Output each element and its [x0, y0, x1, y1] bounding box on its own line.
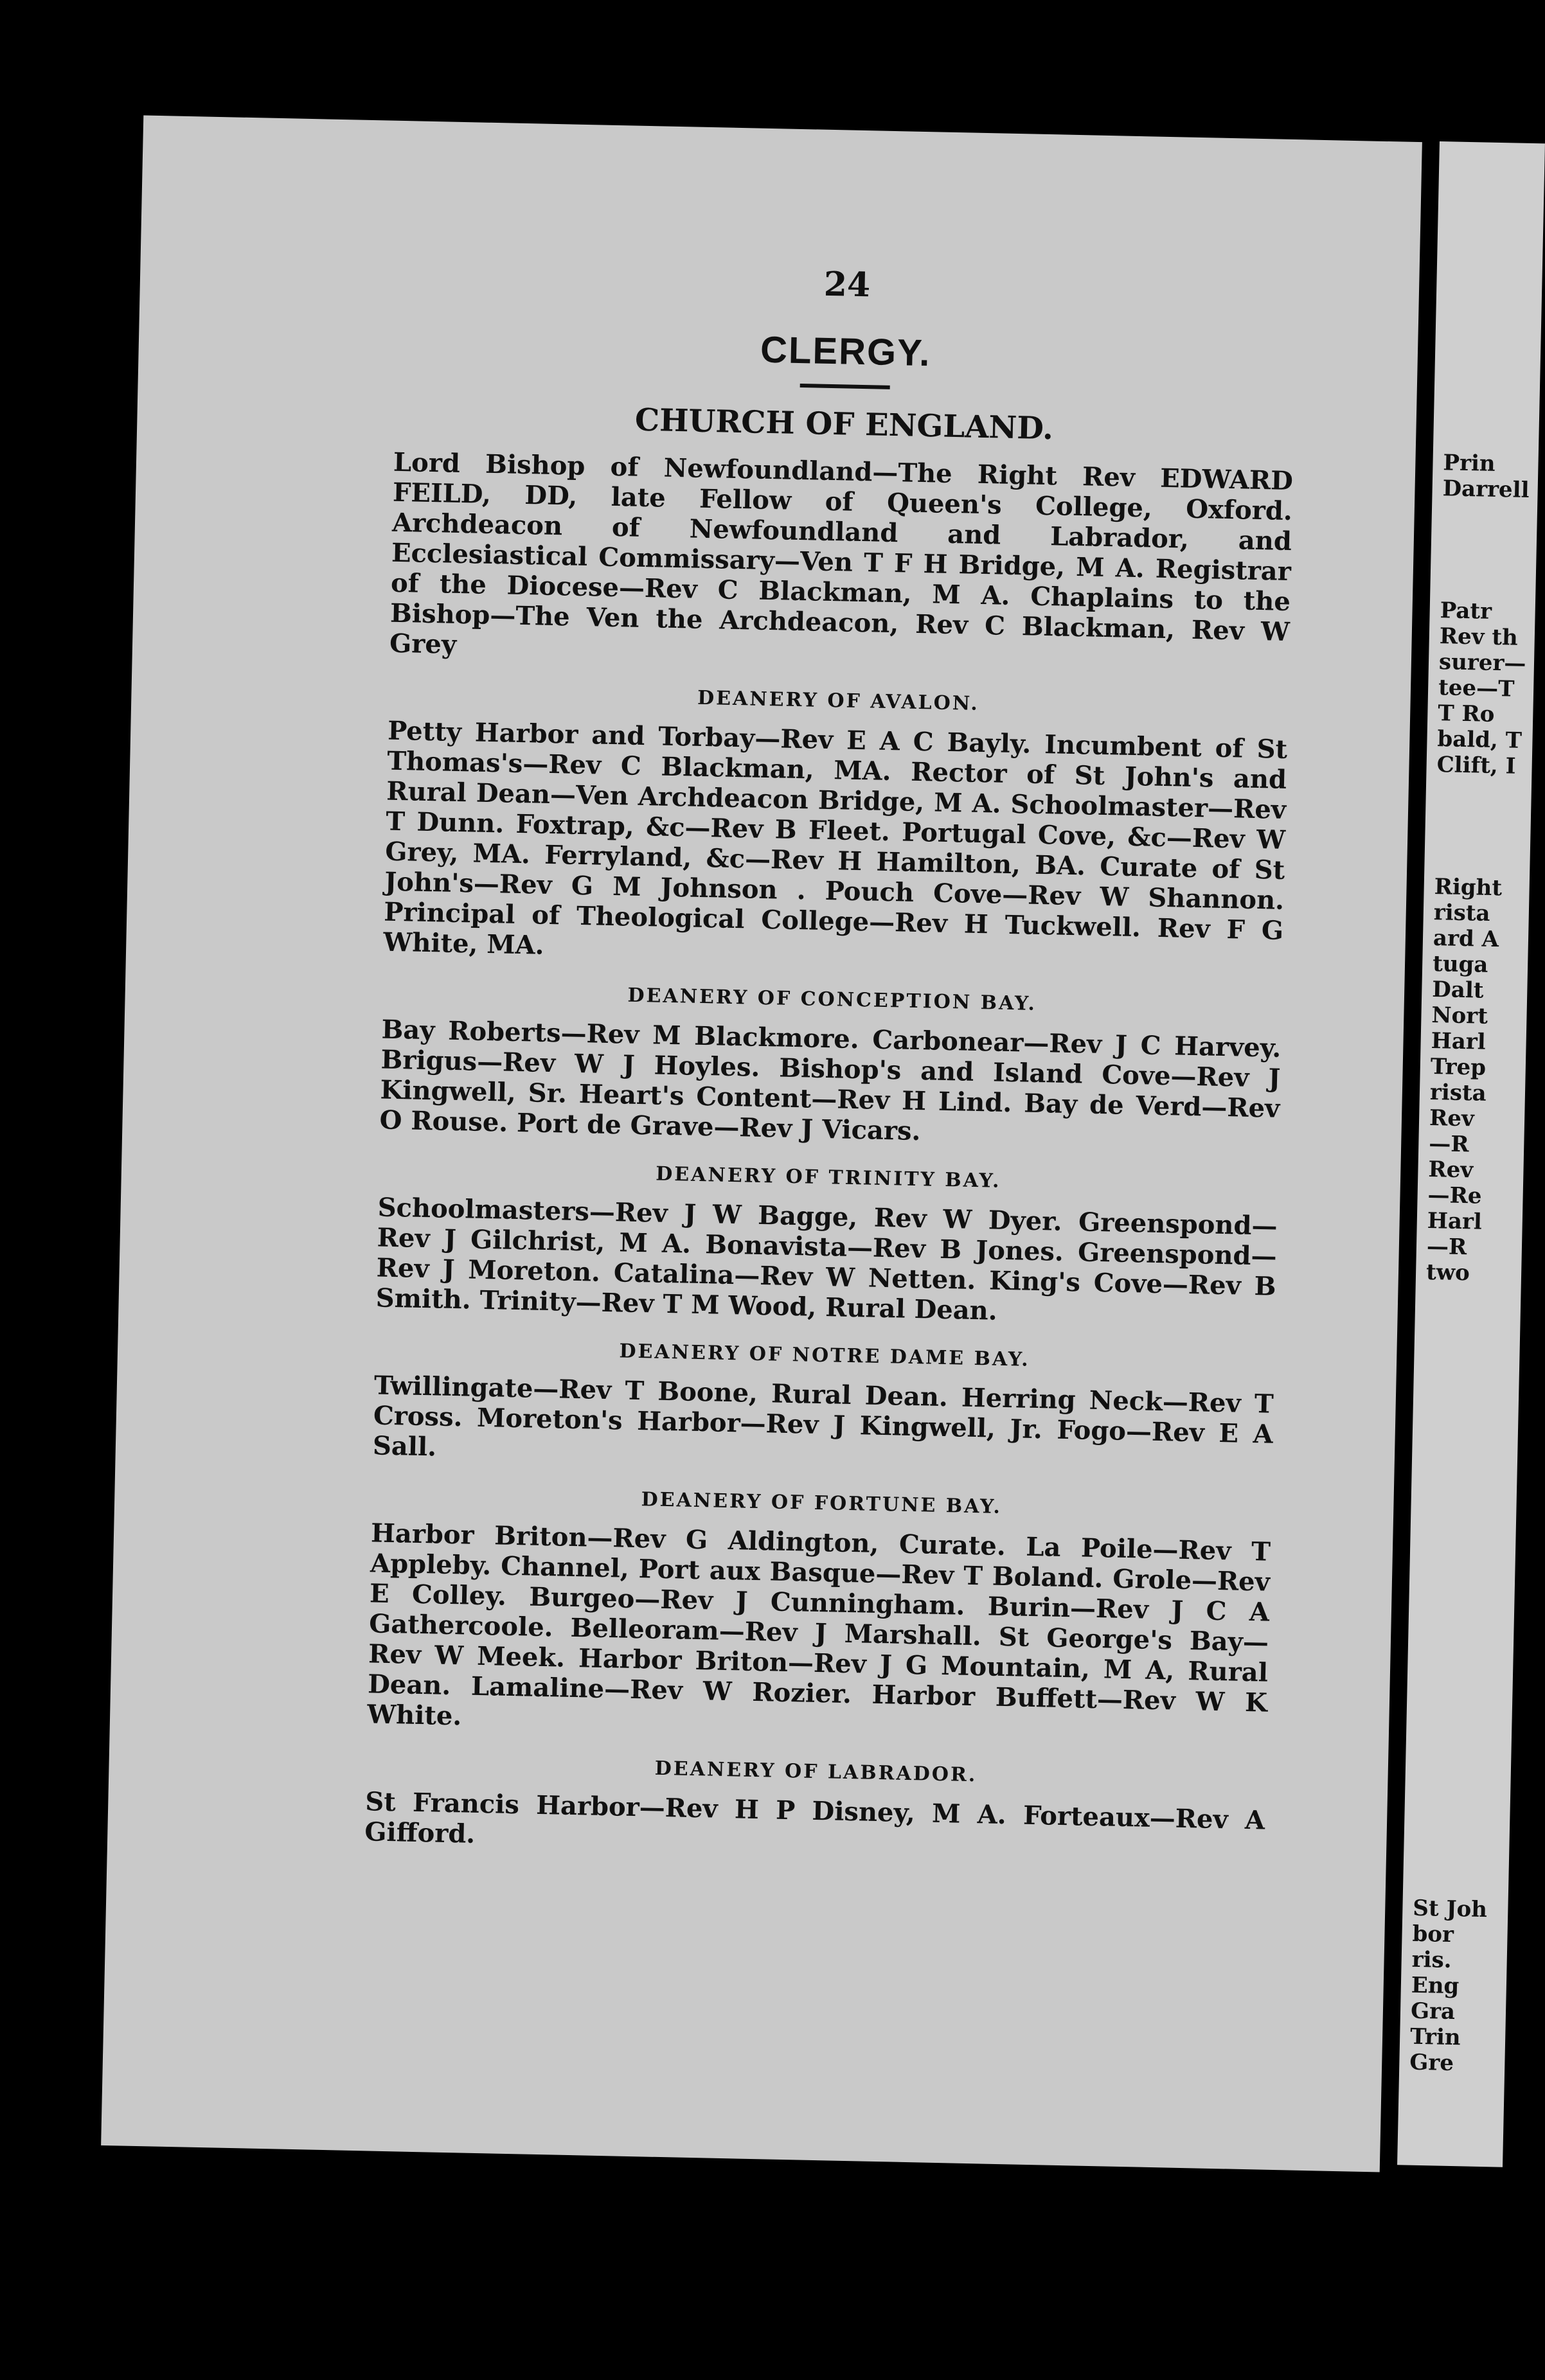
page-number: 24	[823, 264, 871, 305]
edge-fragment: —Re	[1427, 1182, 1482, 1209]
deanery-text-labrador: St Francis Harbor—Rev H P Disney, M A. Forteaux—Rev A Gifford.	[364, 1786, 1265, 1849]
edge-fragment: T Ro	[1437, 700, 1495, 727]
edge-fragment: Eng	[1411, 1972, 1460, 2000]
edge-fragment: Trin	[1409, 2023, 1461, 2051]
deanery-text-avalon: Petty Harbor and Torbay—Rev E A C Bayly. Incumbent of St Thomas's—Rev C Blackman, MA. Rector of St John's and Rural Dean—Ven Archdeacon Bridge, M A. Schoolmaster—Rev T Dunn. Foxtrap, &c—Rev B Fleet. Portugal Cove, &c—Rev W Grey, MA. Ferryland, &c—Rev H Hamilton, BA. Curate of St John's—Rev G M Johnson . Pouch Cove—Rev W Shannon. Principal of Theological College—Rev H Tuckwell. Rev F G White, MA.	[382, 715, 1288, 961]
page-content	[364, 249, 1298, 1866]
deanery-text-fortune-bay: Harbor Briton—Rev G Aldington, Curate. La Poile—Rev T Appleby. Channel, Port aux Basque—Rev T Boland. Grole—Rev E Colley. Burgeo—Rev J Cunningham. Burin—Rev J C A Gathercoole. Belleoram—Rev J Marshall. St George's Bay—Rev W Meek. Harbor Briton—Rev J G Mountain, M A, Rural Dean. Lamaline—Rev W Rozier. Harbor Buffett—Rev W K White.	[366, 1518, 1271, 1732]
edge-fragment: Patr	[1440, 598, 1492, 625]
edge-fragment: tee—T	[1438, 675, 1515, 702]
deanery-heading-notre-dame-bay: DEANERY OF NOTRE DAME BAY.	[619, 1340, 1031, 1371]
edge-fragment: Gre	[1409, 2049, 1454, 2077]
edge-fragment: tuga	[1432, 951, 1488, 978]
edge-fragment: St Joh	[1412, 1895, 1488, 1923]
edge-fragment: Prin	[1443, 450, 1496, 477]
edge-fragment: Clift, I	[1436, 752, 1516, 779]
deanery-text-conception-bay: Bay Roberts—Rev M Blackmore. Carbonear—Rev J C Harvey. Brigus—Rev W J Hoyles. Bishop's and Island Cove—Rev J Kingwell, Sr. Heart's Content—Rev H Lind. Bay de Verd—Rev O Rouse. Port de Grave—Rev J Vicars.	[379, 1014, 1282, 1147]
edge-fragment: rista	[1433, 900, 1490, 927]
title-rule	[800, 384, 890, 389]
deanery-heading-fortune-bay: DEANERY OF FORTUNE BAY.	[641, 1488, 1003, 1518]
deanery-heading-trinity-bay: DEANERY OF TRINITY BAY.	[655, 1162, 1001, 1193]
facing-page-edge	[1397, 141, 1545, 2167]
edge-fragment: Harl	[1431, 1028, 1487, 1055]
edge-fragment: Darrell	[1442, 475, 1530, 504]
deanery-heading-avalon: DEANERY OF AVALON.	[697, 686, 980, 715]
edge-fragment: Rev th	[1439, 623, 1519, 651]
edge-fragment: Trep	[1430, 1054, 1487, 1081]
edge-fragment: ris.	[1411, 1946, 1452, 1974]
section-title: CHURCH OF ENGLAND.	[634, 402, 1054, 447]
edge-fragment: Gra	[1410, 1998, 1456, 2025]
deanery-text-notre-dame-bay: Twillingate—Rev T Boone, Rural Dean. Herring Neck—Rev T Cross. Moreton's Harbor—Rev J Kingwell, Jr. Fogo—Rev E A Sall.	[372, 1370, 1274, 1462]
edge-fragment: bor	[1412, 1921, 1454, 1948]
deanery-heading-labrador: DEANERY OF LABRADOR.	[654, 1757, 978, 1787]
intro-paragraph: Lord Bishop of Newfoundland—The Right Rev EDWARD FEILD, DD, late Fellow of Queen's College, Oxford. Archdeacon of Newfoundland and Labrador, and Ecclesiastical Commissary—Ven T F H Bridge, M A. Registrar of the Diocese—Rev C Blackman, M A. Chaplains to the Bishop—The Ven the Archdeacon, Rev C Blackman, Rev W Grey	[389, 447, 1294, 660]
edge-fragment: ard A	[1433, 925, 1499, 953]
deanery-text-trinity-bay: Schoolmasters—Rev J W Bagge, Rev W Dyer. Greenspond—Rev J Gilchrist, M A. Bonavista—Rev B Jones. Greenspond—Rev J Moreton. Catalina—Rev W Netten. King's Cove—Rev B Smith. Trinity—Rev T M Wood, Rural Dean.	[375, 1192, 1278, 1326]
edge-fragment: rista	[1429, 1079, 1487, 1106]
edge-fragment: Right	[1434, 874, 1503, 901]
edge-fragment: Nort	[1431, 1002, 1488, 1029]
edge-fragment: Rev	[1429, 1105, 1475, 1132]
edge-fragment: —R	[1426, 1233, 1467, 1261]
edge-fragment: two	[1425, 1259, 1470, 1286]
page-title: CLERGY.	[760, 328, 932, 375]
edge-fragment: surer—	[1438, 649, 1526, 677]
book-page	[101, 116, 1422, 2172]
edge-fragment: Dalt	[1431, 977, 1484, 1004]
edge-fragment: bald, T	[1437, 726, 1523, 754]
deanery-heading-conception-bay: DEANERY OF CONCEPTION BAY.	[627, 984, 1037, 1015]
edge-fragment: Harl	[1427, 1207, 1483, 1235]
edge-fragment: —R	[1428, 1130, 1469, 1158]
edge-fragment: Rev	[1428, 1156, 1474, 1184]
